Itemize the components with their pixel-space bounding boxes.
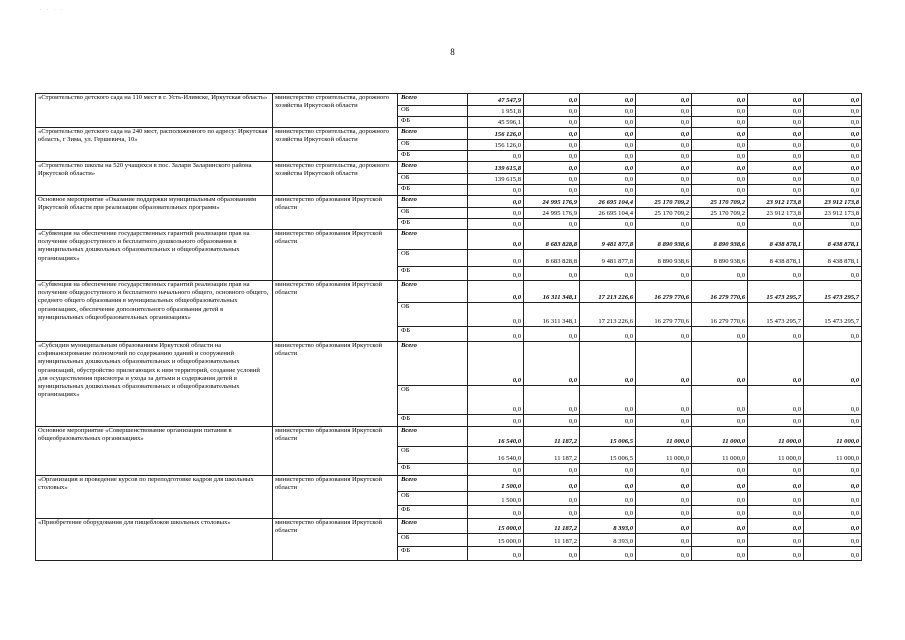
- amount-cell: 0,0: [580, 106, 636, 117]
- amount-cell: 0,0: [692, 162, 748, 174]
- amount-cell: 0,0: [748, 106, 804, 117]
- funding-source: ОБ: [398, 174, 468, 185]
- amount-cell: 0,0: [524, 476, 580, 492]
- amount-cell: 0,0: [692, 174, 748, 185]
- amount-cell: 0,0: [524, 415, 580, 427]
- funding-source: ФБ: [398, 267, 468, 281]
- amount-cell: 15 473 295,7: [748, 281, 804, 303]
- table-row: [36, 427, 862, 447]
- amount-cell: 0,0: [804, 519, 862, 534]
- table-row: [36, 281, 862, 303]
- amount-cell: 8 438 878,1: [804, 230, 862, 250]
- amount-cell: 0,0: [804, 117, 862, 128]
- amount-cell: 0,0: [524, 162, 580, 174]
- amount-cell: 0,0: [524, 219, 580, 230]
- amount-cell: 0,0: [748, 174, 804, 185]
- amount-cell: 45 596,1: [468, 117, 524, 128]
- table-row: [36, 128, 862, 140]
- amount-cell: 0,0: [804, 534, 862, 547]
- amount-cell: 11 187,2: [524, 427, 580, 447]
- amount-cell: 0,0: [636, 267, 692, 281]
- amount-cell: 0,0: [468, 464, 524, 476]
- amount-cell: 0,0: [580, 267, 636, 281]
- funding-source: Всего: [398, 281, 468, 303]
- amount-cell: 0,0: [748, 492, 804, 506]
- amount-cell: 0,0: [580, 415, 636, 427]
- amount-cell: 0,0: [580, 219, 636, 230]
- amount-cell: 0,0: [748, 506, 804, 519]
- amount-cell: 16 279 770,6: [692, 303, 748, 327]
- amount-cell: 9 481 877,8: [580, 250, 636, 267]
- amount-cell: 0,0: [468, 281, 524, 303]
- amount-cell: 8 438 878,1: [748, 230, 804, 250]
- amount-cell: 0,0: [804, 476, 862, 492]
- amount-cell: 0,0: [692, 106, 748, 117]
- amount-cell: 1 500,0: [468, 476, 524, 492]
- amount-cell: 0,0: [580, 342, 636, 386]
- amount-cell: 0,0: [692, 547, 748, 561]
- amount-cell: 0,0: [692, 476, 748, 492]
- funding-source: Всего: [398, 94, 468, 106]
- table-row: [36, 94, 862, 106]
- amount-cell: 1 951,8: [468, 106, 524, 117]
- amount-cell: 11 000,0: [636, 427, 692, 447]
- table-row: [36, 519, 862, 534]
- page-number: 8: [450, 47, 455, 57]
- amount-cell: 0,0: [636, 506, 692, 519]
- table-row: [36, 476, 862, 492]
- amount-cell: 0,0: [580, 117, 636, 128]
- funding-source: ОБ: [398, 140, 468, 151]
- amount-cell: 1 500,0: [468, 492, 524, 506]
- funding-source: Всего: [398, 196, 468, 208]
- measure-name: «Приобретение оборудования для пищеблоков школьных столовых»: [36, 519, 273, 561]
- amount-cell: 0,0: [468, 196, 524, 208]
- amount-cell: 0,0: [580, 128, 636, 140]
- amount-cell: 0,0: [524, 492, 580, 506]
- responsible-executor: министерство образования Иркутской области: [273, 281, 398, 342]
- amount-cell: 0,0: [804, 547, 862, 561]
- amount-cell: 0,0: [636, 492, 692, 506]
- amount-cell: 0,0: [804, 506, 862, 519]
- funding-source: Всего: [398, 476, 468, 492]
- responsible-executor: министерство образования Иркутской области: [273, 342, 398, 427]
- budget-table: [35, 93, 862, 561]
- amount-cell: 8 890 938,6: [636, 250, 692, 267]
- funding-source: Всего: [398, 230, 468, 250]
- amount-cell: 0,0: [636, 476, 692, 492]
- measure-name: Основное мероприятие «Оказание поддержки муниципальным образованиям Иркутской области при реализации образовательных программ»: [36, 196, 273, 230]
- amount-cell: 0,0: [804, 106, 862, 117]
- amount-cell: 0,0: [636, 162, 692, 174]
- amount-cell: 0,0: [692, 464, 748, 476]
- amount-cell: 0,0: [692, 519, 748, 534]
- amount-cell: 0,0: [748, 94, 804, 106]
- amount-cell: 0,0: [804, 327, 862, 342]
- amount-cell: 0,0: [468, 506, 524, 519]
- amount-cell: 0,0: [748, 185, 804, 196]
- amount-cell: 17 213 226,6: [580, 303, 636, 327]
- amount-cell: 0,0: [468, 219, 524, 230]
- funding-source: Всего: [398, 427, 468, 447]
- amount-cell: 0,0: [804, 492, 862, 506]
- measure-name: «Строительство детского сада на 240 мест, расположенного по адресу: Иркутская область, г Зима, ул. Гершевича, 10»: [36, 128, 273, 162]
- amount-cell: 0,0: [468, 327, 524, 342]
- amount-cell: 0,0: [524, 267, 580, 281]
- funding-source: ФБ: [398, 327, 468, 342]
- amount-cell: 0,0: [636, 534, 692, 547]
- amount-cell: 0,0: [524, 506, 580, 519]
- amount-cell: 23 912 173,8: [748, 196, 804, 208]
- funding-source: Всего: [398, 128, 468, 140]
- amount-cell: 0,0: [692, 342, 748, 386]
- measure-name: «Строительство детского сада на 110 мест в г. Усть-Илимске, Иркутская область»: [36, 94, 273, 128]
- responsible-executor: министерство строительства, дорожного хозяйства Иркутской области: [273, 94, 398, 128]
- amount-cell: 0,0: [468, 342, 524, 386]
- amount-cell: 0,0: [636, 140, 692, 151]
- amount-cell: 0,0: [692, 327, 748, 342]
- amount-cell: 0,0: [748, 534, 804, 547]
- measure-name: «Субвенция на обеспечение государственных гарантий реализации прав на получение общедоступного и бесплатного дошкольного образования в муниципальных дошкольных образовательных и общеобразовательных организациях»: [36, 230, 273, 281]
- amount-cell: 0,0: [692, 94, 748, 106]
- amount-cell: 0,0: [636, 386, 692, 415]
- amount-cell: 25 170 709,2: [636, 196, 692, 208]
- responsible-executor: министерство строительства, дорожного хозяйства Иркутской области: [273, 128, 398, 162]
- amount-cell: 0,0: [692, 386, 748, 415]
- amount-cell: 0,0: [804, 267, 862, 281]
- amount-cell: 8 683 828,8: [524, 250, 580, 267]
- amount-cell: 0,0: [524, 94, 580, 106]
- amount-cell: 0,0: [636, 185, 692, 196]
- amount-cell: 15 000,0: [468, 519, 524, 534]
- amount-cell: 0,0: [636, 519, 692, 534]
- amount-cell: 8 393,0: [580, 534, 636, 547]
- amount-cell: 0,0: [636, 117, 692, 128]
- amount-cell: 24 995 176,9: [524, 196, 580, 208]
- amount-cell: 0,0: [692, 534, 748, 547]
- amount-cell: 0,0: [692, 492, 748, 506]
- amount-cell: 0,0: [636, 327, 692, 342]
- amount-cell: 25 170 709,2: [636, 208, 692, 219]
- amount-cell: 23 912 173,8: [748, 208, 804, 219]
- amount-cell: 15 000,0: [468, 534, 524, 547]
- amount-cell: 0,0: [692, 117, 748, 128]
- amount-cell: 25 170 709,2: [692, 208, 748, 219]
- amount-cell: 0,0: [468, 250, 524, 267]
- amount-cell: 25 170 709,2: [692, 196, 748, 208]
- amount-cell: 47 547,9: [468, 94, 524, 106]
- measure-name: «Субвенция на обеспечение государственных гарантий реализации прав на получение общедоступного и бесплатного начального общего, основного общего, среднего общего образования в муниципальных общеобразовательных организациях, обеспечение дополнительного образования детей в муниципальных общеобразовательных организациях»: [36, 281, 273, 342]
- amount-cell: 26 695 104,4: [580, 196, 636, 208]
- funding-source: Всего: [398, 162, 468, 174]
- amount-cell: 0,0: [692, 506, 748, 519]
- amount-cell: 0,0: [524, 174, 580, 185]
- amount-cell: 0,0: [748, 386, 804, 415]
- funding-source: ФБ: [398, 151, 468, 162]
- amount-cell: 0,0: [804, 464, 862, 476]
- funding-source: ОБ: [398, 492, 468, 506]
- scan-artifact: · · · ·: [40, 8, 65, 13]
- amount-cell: 0,0: [468, 208, 524, 219]
- amount-cell: 0,0: [524, 151, 580, 162]
- amount-cell: 15 006,5: [580, 447, 636, 464]
- amount-cell: 16 279 770,6: [692, 281, 748, 303]
- amount-cell: 139 615,8: [468, 174, 524, 185]
- amount-cell: 0,0: [580, 140, 636, 151]
- amount-cell: 16 279 770,6: [636, 281, 692, 303]
- amount-cell: 0,0: [692, 219, 748, 230]
- measure-name: Основное мероприятие «Совершенствование организации питания в общеобразовательных организациях»: [36, 427, 273, 476]
- amount-cell: 0,0: [748, 117, 804, 128]
- amount-cell: 0,0: [692, 128, 748, 140]
- amount-cell: 16 311 348,1: [524, 281, 580, 303]
- responsible-executor: министерство образования Иркутской области: [273, 196, 398, 230]
- amount-cell: 0,0: [804, 162, 862, 174]
- amount-cell: 8 683 828,8: [524, 230, 580, 250]
- amount-cell: 0,0: [692, 267, 748, 281]
- amount-cell: 0,0: [636, 94, 692, 106]
- amount-cell: 0,0: [524, 386, 580, 415]
- amount-cell: 0,0: [804, 185, 862, 196]
- table-row: [36, 230, 862, 250]
- amount-cell: 0,0: [692, 415, 748, 427]
- funding-source: ОБ: [398, 208, 468, 219]
- funding-source: ФБ: [398, 547, 468, 561]
- amount-cell: 0,0: [804, 415, 862, 427]
- amount-cell: 24 995 176,9: [524, 208, 580, 219]
- funding-source: ОБ: [398, 106, 468, 117]
- amount-cell: 0,0: [524, 342, 580, 386]
- amount-cell: 11 187,2: [524, 534, 580, 547]
- amount-cell: 0,0: [468, 151, 524, 162]
- amount-cell: 8 890 938,6: [692, 250, 748, 267]
- table-row: [36, 162, 862, 174]
- amount-cell: 0,0: [748, 476, 804, 492]
- amount-cell: 0,0: [524, 128, 580, 140]
- amount-cell: 0,0: [524, 185, 580, 196]
- amount-cell: 8 438 878,1: [804, 250, 862, 267]
- amount-cell: 0,0: [804, 174, 862, 185]
- amount-cell: 0,0: [748, 140, 804, 151]
- amount-cell: 0,0: [748, 162, 804, 174]
- funding-source: ФБ: [398, 185, 468, 196]
- amount-cell: 8 890 938,6: [692, 230, 748, 250]
- amount-cell: 0,0: [524, 106, 580, 117]
- amount-cell: 0,0: [636, 174, 692, 185]
- amount-cell: 0,0: [580, 162, 636, 174]
- amount-cell: 0,0: [748, 151, 804, 162]
- funding-source: Всего: [398, 519, 468, 534]
- amount-cell: 0,0: [524, 547, 580, 561]
- amount-cell: 11 000,0: [692, 427, 748, 447]
- amount-cell: 0,0: [580, 492, 636, 506]
- amount-cell: 0,0: [804, 128, 862, 140]
- amount-cell: 0,0: [580, 476, 636, 492]
- funding-source: ОБ: [398, 303, 468, 327]
- amount-cell: 0,0: [804, 342, 862, 386]
- amount-cell: 16 540,0: [468, 427, 524, 447]
- funding-source: ФБ: [398, 506, 468, 519]
- amount-cell: 8 890 938,6: [636, 230, 692, 250]
- amount-cell: 0,0: [748, 219, 804, 230]
- amount-cell: 0,0: [524, 117, 580, 128]
- amount-cell: 9 481 877,8: [580, 230, 636, 250]
- amount-cell: 156 126,0: [468, 128, 524, 140]
- amount-cell: 0,0: [804, 219, 862, 230]
- amount-cell: 0,0: [748, 267, 804, 281]
- amount-cell: 0,0: [636, 415, 692, 427]
- amount-cell: 0,0: [748, 128, 804, 140]
- amount-cell: 0,0: [468, 185, 524, 196]
- amount-cell: 11 187,2: [524, 447, 580, 464]
- amount-cell: 0,0: [692, 185, 748, 196]
- amount-cell: 8 438 878,1: [748, 250, 804, 267]
- amount-cell: 8 393,0: [580, 519, 636, 534]
- amount-cell: 0,0: [748, 327, 804, 342]
- funding-source: ФБ: [398, 464, 468, 476]
- amount-cell: 0,0: [468, 415, 524, 427]
- amount-cell: 0,0: [692, 151, 748, 162]
- amount-cell: 0,0: [636, 464, 692, 476]
- funding-source: ОБ: [398, 250, 468, 267]
- amount-cell: 23 912 173,8: [804, 208, 862, 219]
- amount-cell: 0,0: [468, 267, 524, 281]
- amount-cell: 11 187,2: [524, 519, 580, 534]
- amount-cell: 0,0: [580, 547, 636, 561]
- amount-cell: 0,0: [468, 547, 524, 561]
- amount-cell: 0,0: [804, 151, 862, 162]
- responsible-executor: министерство образования Иркутской области: [273, 427, 398, 476]
- amount-cell: 17 213 226,6: [580, 281, 636, 303]
- amount-cell: 11 000,0: [804, 427, 862, 447]
- funding-source: ОБ: [398, 386, 468, 415]
- amount-cell: 15 473 295,7: [748, 303, 804, 327]
- amount-cell: 0,0: [580, 386, 636, 415]
- measure-name: «Строительство школы на 520 учащихся в пос. Залари Заларинского района Иркутской области»: [36, 162, 273, 196]
- amount-cell: 0,0: [748, 547, 804, 561]
- responsible-executor: министерство строительства, дорожного хозяйства Иркутской области: [273, 162, 398, 196]
- amount-cell: 0,0: [636, 219, 692, 230]
- amount-cell: 0,0: [636, 106, 692, 117]
- amount-cell: 0,0: [580, 506, 636, 519]
- amount-cell: 0,0: [804, 94, 862, 106]
- amount-cell: 0,0: [636, 151, 692, 162]
- amount-cell: 11 000,0: [804, 447, 862, 464]
- table-row: [36, 196, 862, 208]
- measure-name: «Субсидии муниципальным образованиям Иркутской области на софинансирование полномочий по содержанию зданий и сооружений муниципальных дошкольных образовательных и общеобразовательных организаций, обустройство прилегающих к ним территорий, создание условий для осуществления присмотра и ухода за детьми и содержания детей в муниципальных дошкольных образовательных и общеобразовательных организациях»: [36, 342, 273, 427]
- amount-cell: 15 006,5: [580, 427, 636, 447]
- amount-cell: 15 473 295,7: [804, 303, 862, 327]
- responsible-executor: министерство образования Иркутской области: [273, 519, 398, 561]
- funding-source: ОБ: [398, 534, 468, 547]
- table-row: [36, 342, 862, 386]
- amount-cell: 11 000,0: [748, 427, 804, 447]
- amount-cell: 0,0: [580, 174, 636, 185]
- amount-cell: 0,0: [748, 519, 804, 534]
- amount-cell: 0,0: [468, 230, 524, 250]
- amount-cell: 16 540,0: [468, 447, 524, 464]
- amount-cell: 0,0: [524, 464, 580, 476]
- amount-cell: 23 912 173,8: [804, 196, 862, 208]
- amount-cell: 0,0: [748, 415, 804, 427]
- amount-cell: 139 615,8: [468, 162, 524, 174]
- amount-cell: 0,0: [468, 303, 524, 327]
- amount-cell: 0,0: [804, 386, 862, 415]
- amount-cell: 0,0: [636, 342, 692, 386]
- funding-source: ОБ: [398, 447, 468, 464]
- amount-cell: 0,0: [748, 464, 804, 476]
- amount-cell: 11 000,0: [748, 447, 804, 464]
- amount-cell: 0,0: [580, 151, 636, 162]
- amount-cell: 156 126,0: [468, 140, 524, 151]
- funding-source: Всего: [398, 342, 468, 386]
- funding-source: ФБ: [398, 117, 468, 128]
- amount-cell: 11 000,0: [692, 447, 748, 464]
- funding-source: ФБ: [398, 219, 468, 230]
- amount-cell: 0,0: [692, 140, 748, 151]
- amount-cell: 0,0: [804, 140, 862, 151]
- amount-cell: 0,0: [580, 464, 636, 476]
- amount-cell: 0,0: [748, 342, 804, 386]
- amount-cell: 16 311 348,1: [524, 303, 580, 327]
- responsible-executor: министерство образования Иркутской области: [273, 230, 398, 281]
- amount-cell: 11 000,0: [636, 447, 692, 464]
- amount-cell: 0,0: [580, 185, 636, 196]
- amount-cell: 15 473 295,7: [804, 281, 862, 303]
- funding-source: ФБ: [398, 415, 468, 427]
- amount-cell: 0,0: [524, 327, 580, 342]
- amount-cell: 0,0: [580, 327, 636, 342]
- amount-cell: 16 279 770,6: [636, 303, 692, 327]
- amount-cell: 26 695 104,4: [580, 208, 636, 219]
- amount-cell: 0,0: [636, 128, 692, 140]
- amount-cell: 0,0: [524, 140, 580, 151]
- amount-cell: 0,0: [580, 94, 636, 106]
- amount-cell: 0,0: [636, 547, 692, 561]
- measure-name: «Организация и проведение курсов по переподготовке кадров для школьных столовых»: [36, 476, 273, 519]
- amount-cell: 0,0: [468, 386, 524, 415]
- responsible-executor: министерство образования Иркутской области: [273, 476, 398, 519]
